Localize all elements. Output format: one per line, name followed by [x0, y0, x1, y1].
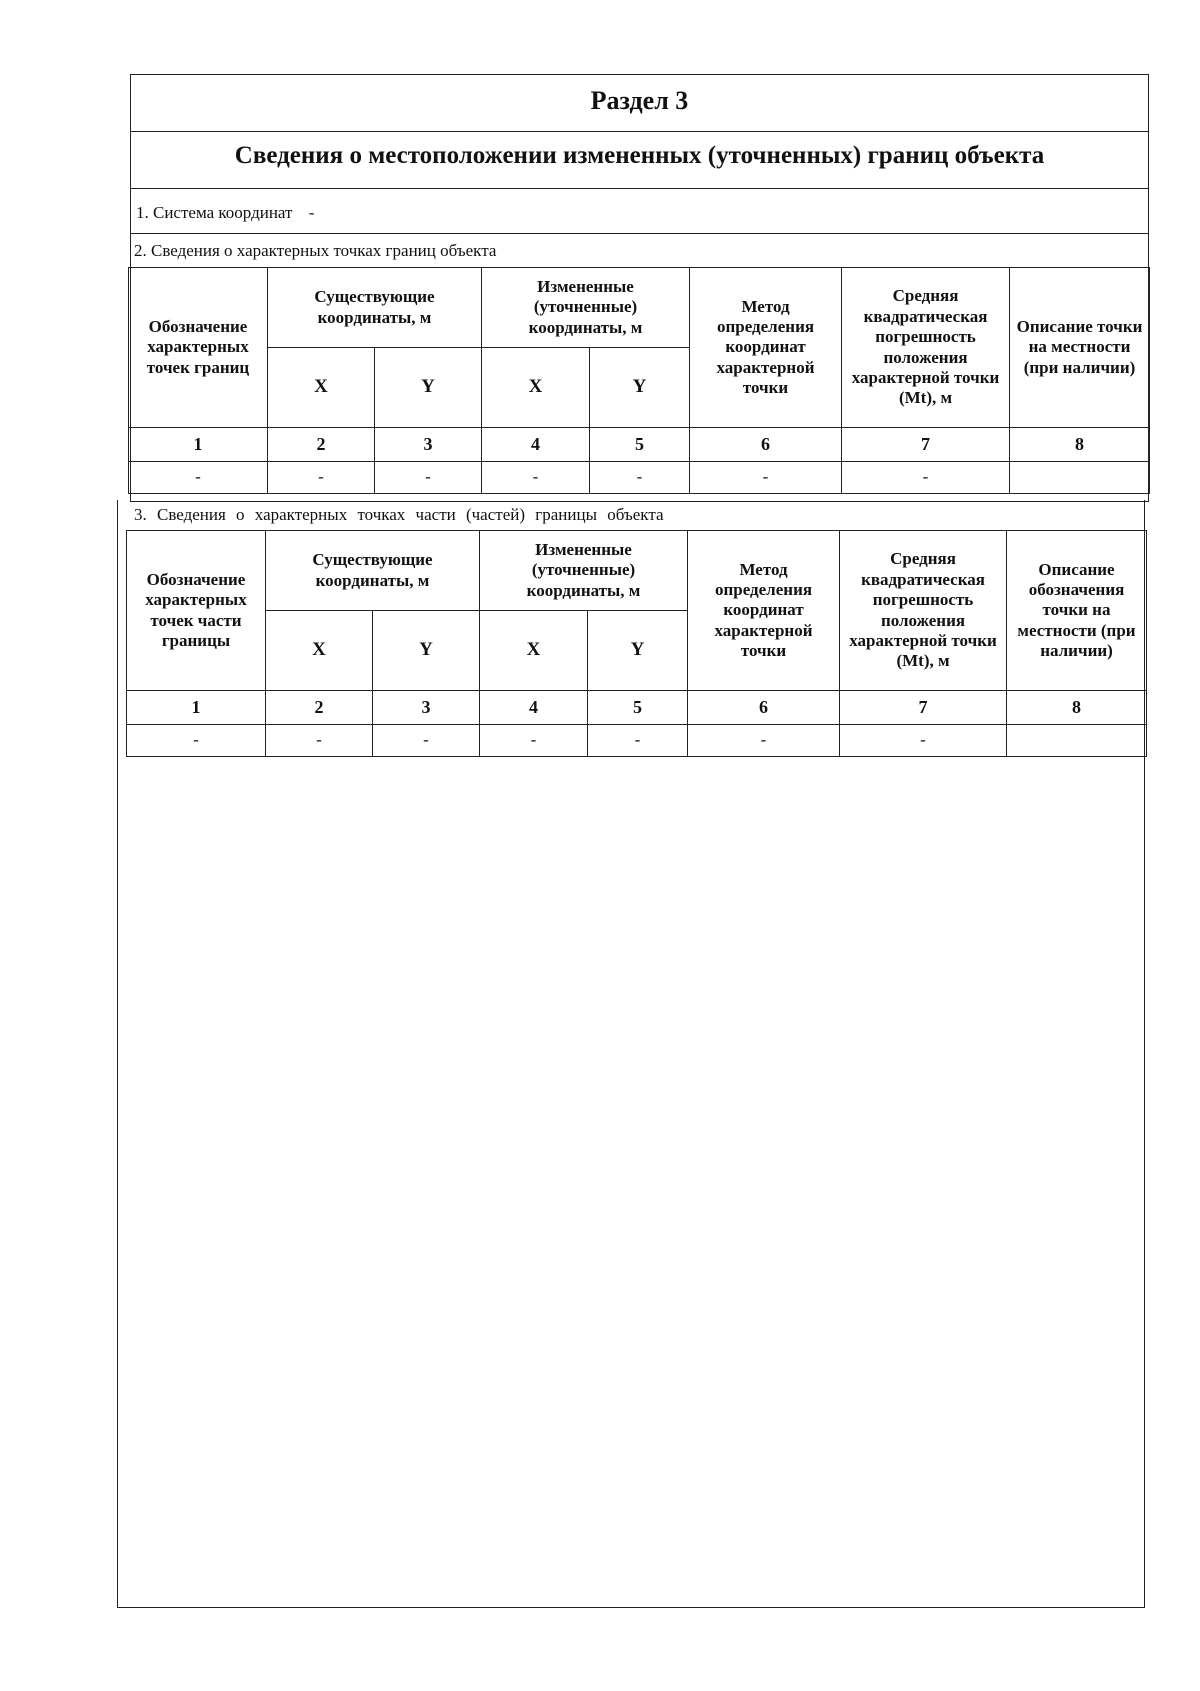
- table-cell: -: [127, 725, 266, 757]
- characteristic-points-table: [128, 267, 1150, 494]
- header-error: Средняя квадратическая погрешность положения характерной точки (Mt), м: [842, 268, 1010, 428]
- header-existing-x: X: [268, 348, 375, 428]
- header-existing-coords: Существующие координаты, м: [268, 268, 482, 348]
- col-number: 2: [266, 691, 373, 725]
- header-changed-coords: Измененные (уточненные) координаты, м: [482, 268, 690, 348]
- table-cell: [1010, 462, 1150, 494]
- header-method: Метод определения координат характерной точки: [690, 268, 842, 428]
- header-method: Метод определения координат характерной точки: [688, 531, 840, 691]
- col-number: 2: [268, 428, 375, 462]
- coord-system-value: -: [308, 203, 315, 222]
- col-number: 4: [482, 428, 590, 462]
- col-number: 7: [842, 428, 1010, 462]
- coord-system-row: [136, 203, 314, 223]
- col-number: 7: [840, 691, 1007, 725]
- table-cell: -: [129, 462, 268, 494]
- column-numbers-row: [129, 428, 1150, 462]
- table-cell: -: [268, 462, 375, 494]
- header-changed-x: X: [480, 611, 588, 691]
- coord-divider: [131, 233, 1148, 234]
- table-row: [129, 462, 1150, 494]
- table-cell: -: [588, 725, 688, 757]
- column-numbers-row: [127, 691, 1147, 725]
- header-error: Средняя квадратическая погрешность положения характерной точки (Mt), м: [840, 531, 1007, 691]
- header-changed-coords: Измененные (уточненные) координаты, м: [480, 531, 688, 611]
- col-number: 3: [373, 691, 480, 725]
- table-cell: -: [375, 462, 482, 494]
- col-number: 6: [690, 428, 842, 462]
- main-title: Сведения о местоположении измененных (уточненных) границ объекта: [234, 142, 1045, 169]
- table-cell: -: [688, 725, 840, 757]
- header-description: Описание точки на местности (при наличии): [1010, 268, 1150, 428]
- table-cell: [1007, 725, 1147, 757]
- table-row: [127, 725, 1147, 757]
- table1-caption: 2. Сведения о характерных точках границ объекта: [134, 241, 497, 260]
- col-number: 1: [129, 428, 268, 462]
- coord-system-label: 1. Система координат: [136, 203, 293, 222]
- header-changed-y: Y: [590, 348, 690, 428]
- header-description: Описание обозначения точки на местности (при наличии): [1007, 531, 1147, 691]
- header-existing-y: Y: [375, 348, 482, 428]
- col-number: 5: [588, 691, 688, 725]
- table-cell: -: [690, 462, 842, 494]
- table-cell: -: [373, 725, 480, 757]
- table-cell: -: [482, 462, 590, 494]
- section-title: Раздел 3: [590, 86, 689, 115]
- header-changed-y: Y: [588, 611, 688, 691]
- col-number: 5: [590, 428, 690, 462]
- table-cell: -: [590, 462, 690, 494]
- col-number: 6: [688, 691, 840, 725]
- table-cell: -: [480, 725, 588, 757]
- table-cell: -: [266, 725, 373, 757]
- col-number: 8: [1007, 691, 1147, 725]
- title-divider-2: [131, 188, 1148, 189]
- table2-caption: 3. Сведения о характерных точках части (частей) границы объекта: [134, 505, 664, 524]
- table-cell: -: [842, 462, 1010, 494]
- title-divider: [131, 131, 1148, 132]
- part-boundary-points-table: [126, 530, 1147, 757]
- header-existing-x: X: [266, 611, 373, 691]
- header-existing-coords: Существующие координаты, м: [266, 531, 480, 611]
- header-designation: Обозначение характерных точек части границы: [127, 531, 266, 691]
- col-number: 1: [127, 691, 266, 725]
- col-number: 4: [480, 691, 588, 725]
- col-number: 8: [1010, 428, 1150, 462]
- header-designation: Обозначение характерных точек границ: [129, 268, 268, 428]
- table-cell: -: [840, 725, 1007, 757]
- col-number: 3: [375, 428, 482, 462]
- header-changed-x: X: [482, 348, 590, 428]
- header-existing-y: Y: [373, 611, 480, 691]
